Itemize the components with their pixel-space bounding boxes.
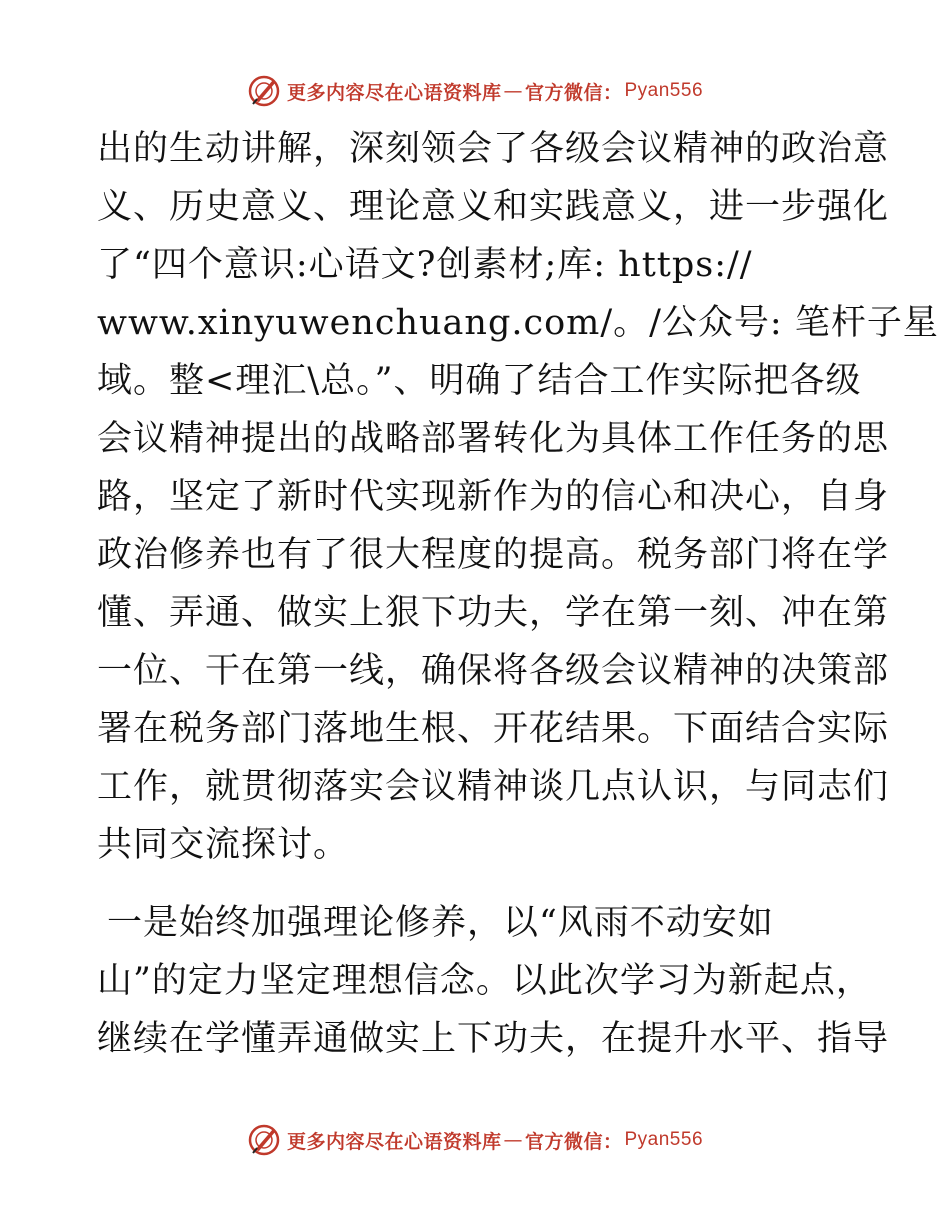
footer-banner — [0, 1120, 950, 1160]
paragraph-1 — [97, 120, 939, 874]
text-line: 一是始终加强理论修养，以“风雨不动安如 — [107, 903, 774, 943]
paragraph-gap — [97, 874, 857, 894]
text-line: 会议精神提出的战略部署转化为具体工作任务的思 — [97, 419, 890, 459]
quill-pen-logo-icon — [247, 74, 281, 108]
paragraph-2 — [97, 894, 890, 1068]
text-line: www.xinyuwenchuang.com/。/公众号: 笔杆子星 — [97, 303, 939, 343]
text-line: 工作，就贯彻落实会议精神谈几点认识，与同志们 — [97, 767, 890, 807]
banner-wechat-id: Pyan556 — [624, 1129, 704, 1150]
banner-wechat-id: Pyan556 — [624, 80, 704, 101]
banner-wechat-label: 官方微信： — [524, 81, 623, 104]
quill-pen-logo-icon — [247, 1123, 281, 1157]
banner-brand-text: 更多内容尽在心语资料库 — [286, 1130, 502, 1153]
text-line: 义、历史意义、理论意义和实践意义，进一步强化 — [97, 187, 890, 227]
text-line: 出的生动讲解，深刻领会了各级会议精神的政治意 — [97, 129, 890, 169]
text-line: 共同交流探讨。 — [97, 825, 350, 865]
text-line: 域。整<理汇\总。”、明确了结合工作实际把各级 — [97, 361, 862, 401]
document-body — [97, 120, 939, 1068]
banner-brand-text: 更多内容尽在心语资料库 — [286, 81, 502, 104]
text-line: 政治修养也有了很大程度的提高。税务部门将在学 — [97, 535, 890, 575]
text-line: 山”的定力坚定理想信念。以此次学习为新起点， — [97, 961, 872, 1001]
banner-separator: — — [503, 80, 523, 102]
banner-separator: — — [503, 1129, 523, 1151]
banner-wechat-label: 官方微信： — [524, 1130, 623, 1153]
text-line: 了“四个意识:心语文?创素材;库: https:// — [97, 245, 753, 285]
text-line: 继续在学懂弄通做实上下功夫，在提升水平、指导 — [97, 1019, 890, 1059]
header-banner — [0, 71, 950, 111]
text-line: 懂、弄通、做实上狠下功夫，学在第一刻、冲在第 — [97, 593, 890, 633]
text-line: 路，坚定了新时代实现新作为的信心和决心，自身 — [97, 477, 890, 517]
text-line: 一位、干在第一线，确保将各级会议精神的决策部 — [97, 651, 890, 691]
text-line: 署在税务部门落地生根、开花结果。下面结合实际 — [97, 709, 890, 749]
